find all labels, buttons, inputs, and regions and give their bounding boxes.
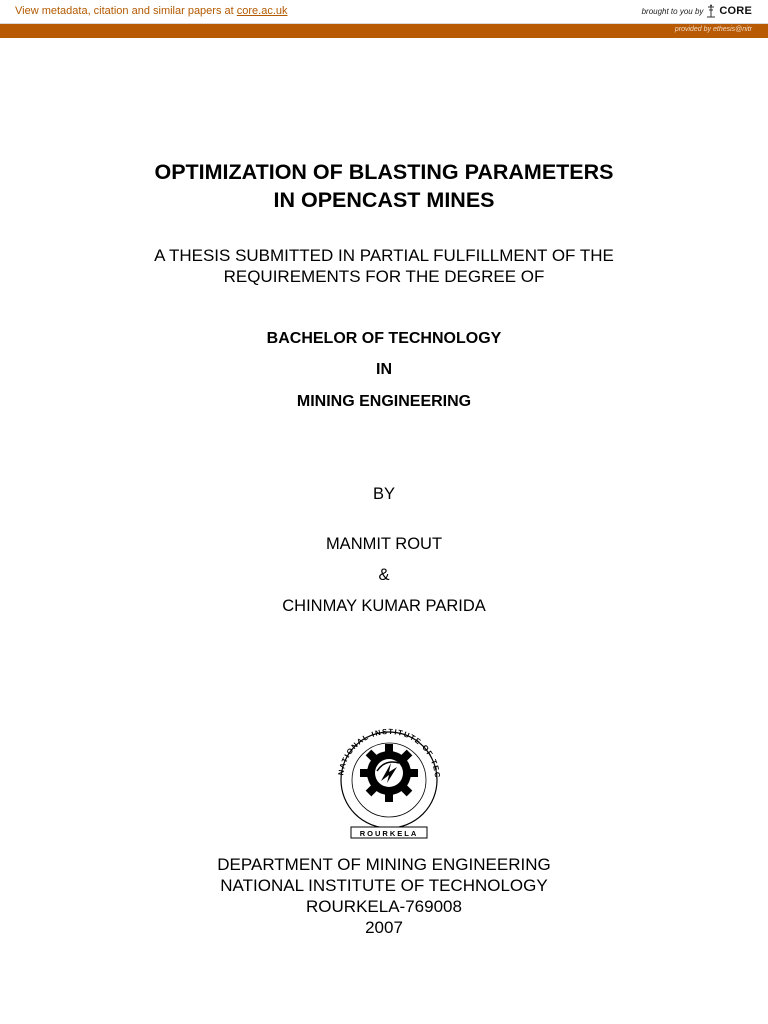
logo-ribbon-text: ROURKELA bbox=[359, 828, 419, 838]
core-metadata-line bbox=[15, 5, 288, 17]
department-name: DEPARTMENT OF MINING ENGINEERING bbox=[217, 855, 551, 874]
thesis-year: 2007 bbox=[365, 918, 403, 937]
institute-name: NATIONAL INSTITUTE OF TECHNOLOGY bbox=[220, 876, 548, 895]
nit-emblem-icon bbox=[313, 728, 465, 844]
institution-block bbox=[0, 854, 768, 938]
degree-field: MINING ENGINEERING bbox=[296, 393, 472, 410]
thesis-title-line1: OPTIMIZATION OF BLASTING PARAMETERS bbox=[154, 160, 614, 184]
degree-in: IN bbox=[376, 361, 392, 378]
brought-to-you-label: brought to you by bbox=[641, 6, 704, 16]
core-wordmark: CORE bbox=[719, 5, 752, 17]
author-2: CHINMAY KUMAR PARIDA bbox=[282, 597, 486, 615]
core-metadata-prefix: View metadata, citation and similar papers at bbox=[15, 5, 234, 17]
by-label: BY bbox=[372, 485, 395, 503]
thesis-subtitle bbox=[0, 245, 768, 287]
author-connector: & bbox=[378, 566, 390, 584]
institute-logo bbox=[313, 728, 465, 844]
institute-city: ROURKELA-769008 bbox=[306, 897, 462, 916]
core-provider-bar bbox=[0, 24, 768, 38]
core-metadata-link[interactable]: core.ac.uk bbox=[236, 5, 288, 17]
core-logo-icon bbox=[706, 4, 716, 18]
thesis-subtitle-line2: REQUIREMENTS FOR THE DEGREE OF bbox=[223, 267, 545, 286]
thesis-title-line2: IN OPENCAST MINES bbox=[273, 188, 495, 212]
author-1: MANMIT ROUT bbox=[325, 535, 443, 553]
logo-ring-text: NATIONAL INSTITUTE OF TEC bbox=[336, 728, 443, 780]
core-banner bbox=[0, 0, 768, 24]
core-branding[interactable] bbox=[642, 4, 752, 18]
thesis-title bbox=[0, 158, 768, 214]
provided-by-label[interactable]: provided by ethesis@nitr bbox=[674, 26, 752, 33]
thesis-subtitle-line1: A THESIS SUBMITTED IN PARTIAL FULFILLMENT OF THE bbox=[154, 246, 614, 265]
degree-name: BACHELOR OF TECHNOLOGY bbox=[266, 330, 502, 347]
